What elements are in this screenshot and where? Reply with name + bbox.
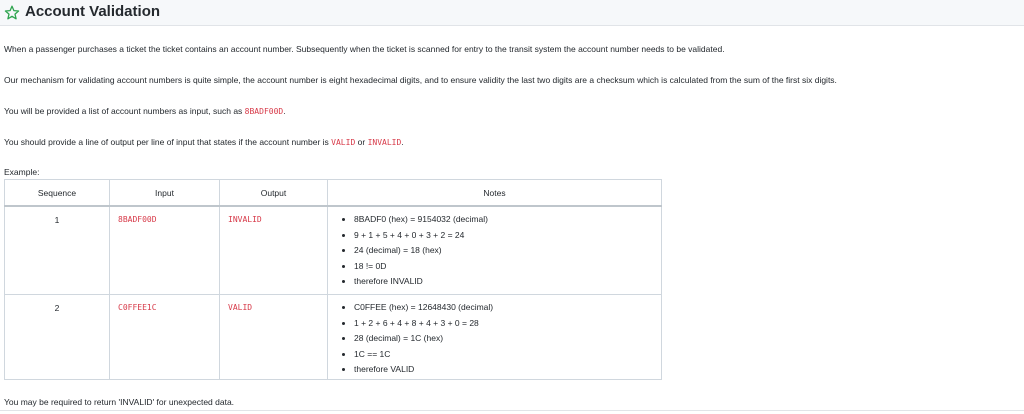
table-row [5, 295, 662, 380]
intro-paragraph: When a passenger purchases a ticket the ticket contains an account number. Subsequently when the ticket is scanned for entry to the transit system the account number needs to be validated. [4, 44, 725, 54]
input-cell [110, 206, 220, 295]
output-paragraph [4, 136, 404, 149]
note-item: • 18 != 0D [354, 259, 661, 275]
star-outline-icon[interactable] [4, 5, 20, 21]
input-paragraph-text: You will be provided a list of account numbers as input, such as [4, 106, 243, 116]
note-item: • 9 + 1 + 5 + 4 + 0 + 3 + 2 = 24 [354, 228, 661, 244]
page-header [0, 0, 1024, 26]
input-paragraph-end: . [283, 106, 286, 116]
mechanism-paragraph: Our mechanism for validating account numbers is quite simple, the account number is eight hexadecimal digits, and to ensure validity the last two digits are a checksum which is calculated from the sum of the first six digits. [4, 75, 837, 85]
output-paragraph-or: or [357, 137, 366, 147]
example-table [4, 179, 662, 380]
note-item: • 24 (decimal) = 18 (hex) [354, 243, 661, 259]
page-title: Account Validation [25, 3, 161, 20]
note-item: • 8BADF0 (hex) = 9154032 (decimal) [354, 212, 661, 228]
example-label: Example: [4, 167, 40, 177]
header-sequence: Sequence [5, 180, 110, 207]
note-item: • 1C == 1C [354, 347, 661, 363]
sequence-cell [5, 295, 110, 380]
table-row [5, 206, 662, 295]
notes-list [328, 295, 661, 378]
notes-list [328, 207, 661, 290]
output-value: INVALID [228, 215, 262, 224]
sequence-value: 1 [54, 215, 60, 225]
divider [0, 410, 1024, 411]
output-cell [220, 295, 328, 380]
output-value: VALID [228, 303, 253, 312]
note-item: • therefore VALID [354, 362, 661, 378]
header-output: Output [220, 180, 328, 207]
notes-cell [328, 295, 662, 380]
output-paragraph-text: You should provide a line of output per line of input that states if the account number is [4, 137, 329, 147]
note-item: • therefore INVALID [354, 274, 661, 290]
note-item: • C0FFEE (hex) = 12648430 (decimal) [354, 300, 661, 316]
valid-code: VALID [331, 138, 356, 147]
output-cell [220, 206, 328, 295]
table-header-row [5, 180, 662, 207]
notes-cell [328, 206, 662, 295]
input-value: 8BADF00D [118, 215, 157, 224]
sequence-value: 2 [54, 303, 60, 313]
input-example-code: 8BADF00D [244, 107, 284, 116]
header-notes: Notes [328, 180, 662, 207]
input-value: C0FFEE1C [118, 303, 157, 312]
footer-note: You may be required to return 'INVALID' for unexpected data. [4, 397, 235, 407]
invalid-code: INVALID [367, 138, 402, 147]
note-item: • 28 (decimal) = 1C (hex) [354, 331, 661, 347]
header-input: Input [110, 180, 220, 207]
note-item: • 1 + 2 + 6 + 4 + 8 + 4 + 3 + 0 = 28 [354, 316, 661, 332]
input-cell [110, 295, 220, 380]
input-paragraph [4, 105, 286, 118]
output-paragraph-end: . [401, 137, 404, 147]
sequence-cell [5, 206, 110, 295]
